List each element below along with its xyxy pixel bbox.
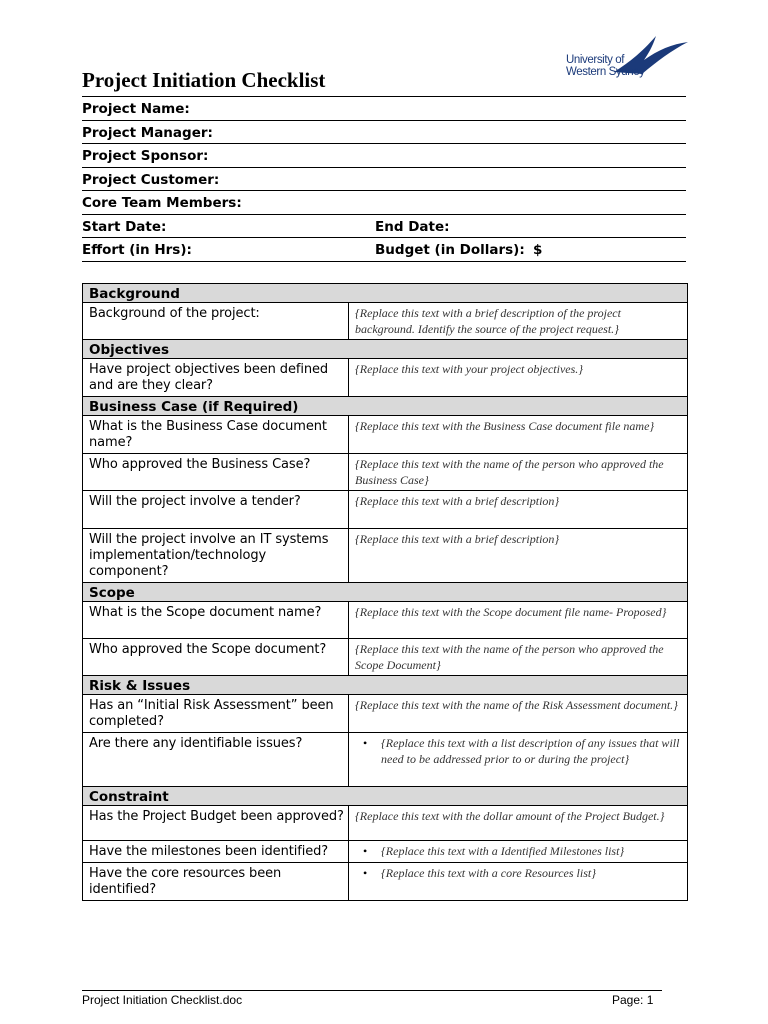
- section-heading-objectives: Objectives: [83, 340, 688, 359]
- table-row: [83, 491, 688, 529]
- project-sponsor-label: Project Sponsor:: [82, 148, 209, 164]
- question-cell: Background of the project:: [83, 303, 349, 340]
- core-team-row[interactable]: [82, 190, 686, 214]
- answer-cell[interactable]: [349, 733, 688, 787]
- table-row: [83, 416, 688, 454]
- table-row: [83, 529, 688, 583]
- bullet: •: [363, 866, 368, 880]
- project-info-block: [82, 96, 686, 262]
- question-cell: Who approved the Business Case?: [83, 454, 349, 491]
- question-cell: What is the Business Case document name?: [83, 416, 349, 454]
- question-cell: Have the core resources been identified?: [83, 863, 349, 901]
- section-heading-business-case: Business Case (if Required): [83, 397, 688, 416]
- question-cell: Have the milestones been identified?: [83, 841, 349, 863]
- table-row: [83, 454, 688, 491]
- answer-cell[interactable]: {Replace this text with a brief description of the project background. Identify the source of the project request.}: [349, 303, 688, 340]
- footer-divider: [82, 990, 662, 991]
- table-row: [83, 303, 688, 340]
- question-cell: Will the project involve an IT systems implementation/technology component?: [83, 529, 349, 583]
- answer-cell[interactable]: {Replace this text with your project objectives.}: [349, 359, 688, 397]
- section-heading-risk-issues: Risk & Issues: [83, 676, 688, 695]
- answer-cell[interactable]: {Replace this text with the Scope document file name- Proposed}: [349, 602, 688, 639]
- bullet: •: [363, 736, 368, 750]
- question-cell: Are there any identifiable issues?: [83, 733, 349, 787]
- answer-cell[interactable]: [349, 841, 688, 863]
- question-cell: What is the Scope document name?: [83, 602, 349, 639]
- answer-cell[interactable]: {Replace this text with the name of the person who approved the Business Case}: [349, 454, 688, 491]
- table-row: [83, 639, 688, 676]
- budget-currency: $: [533, 242, 543, 258]
- effort-label: Effort (in Hrs):: [82, 242, 192, 258]
- project-customer-row[interactable]: [82, 167, 686, 191]
- table-row: [83, 359, 688, 397]
- question-cell: Has the Project Budget been approved?: [83, 806, 349, 841]
- answer-cell[interactable]: {Replace this text with a brief description}: [349, 529, 688, 583]
- project-sponsor-row[interactable]: [82, 143, 686, 167]
- answer-cell[interactable]: {Replace this text with the name of the person who approved the Scope Document}: [349, 639, 688, 676]
- table-row: [83, 841, 688, 863]
- bullet: •: [363, 844, 368, 858]
- footer-filename: Project Initiation Checklist.doc: [82, 993, 243, 1007]
- table-row: [83, 863, 688, 901]
- answer-text: {Replace this text with a core Resources list}: [381, 866, 596, 880]
- budget-label: Budget (in Dollars):: [375, 242, 525, 258]
- project-manager-row[interactable]: [82, 120, 686, 144]
- project-customer-label: Project Customer:: [82, 171, 220, 188]
- logo-line-1: University of: [566, 54, 625, 66]
- project-manager-label: Project Manager:: [82, 124, 213, 141]
- answer-cell[interactable]: {Replace this text with the name of the Risk Assessment document.}: [349, 695, 688, 733]
- answer-cell[interactable]: {Replace this text with the Business Case document file name}: [349, 416, 688, 454]
- table-row: [83, 733, 688, 787]
- answer-text: {Replace this text with a Identified Milestones list}: [381, 844, 625, 858]
- question-cell: Has an “Initial Risk Assessment” been completed?: [83, 695, 349, 733]
- answer-cell[interactable]: [349, 863, 688, 901]
- university-logo: [564, 32, 692, 88]
- dates-row[interactable]: [82, 214, 686, 238]
- table-row: [83, 602, 688, 639]
- section-heading-scope: Scope: [83, 583, 688, 602]
- question-cell: Have project objectives been defined and are they clear?: [83, 359, 349, 397]
- page-title: Project Initiation Checklist: [82, 68, 326, 92]
- project-name-row[interactable]: [82, 96, 686, 120]
- logo-line-2: Western Sydney: [566, 66, 645, 78]
- end-date-label: End Date:: [375, 218, 450, 235]
- answer-cell[interactable]: {Replace this text with the dollar amount of the Project Budget.}: [349, 806, 688, 841]
- table-row: [83, 806, 688, 841]
- project-name-label: Project Name:: [82, 101, 190, 117]
- effort-budget-row[interactable]: [82, 237, 686, 262]
- start-date-label: Start Date:: [82, 218, 167, 235]
- footer-page-number: Page: 1: [612, 993, 654, 1007]
- checklist-table: [82, 283, 688, 901]
- section-heading-background: Background: [83, 284, 688, 303]
- core-team-label: Core Team Members:: [82, 195, 242, 211]
- question-cell: Who approved the Scope document?: [83, 639, 349, 676]
- table-row: [83, 695, 688, 733]
- section-heading-constraint: Constraint: [83, 787, 688, 806]
- answer-text: {Replace this text with a list description of any issues that will need to be addressed prior to or during the project}: [381, 736, 680, 766]
- answer-cell[interactable]: {Replace this text with a brief description}: [349, 491, 688, 529]
- question-cell: Will the project involve a tender?: [83, 491, 349, 529]
